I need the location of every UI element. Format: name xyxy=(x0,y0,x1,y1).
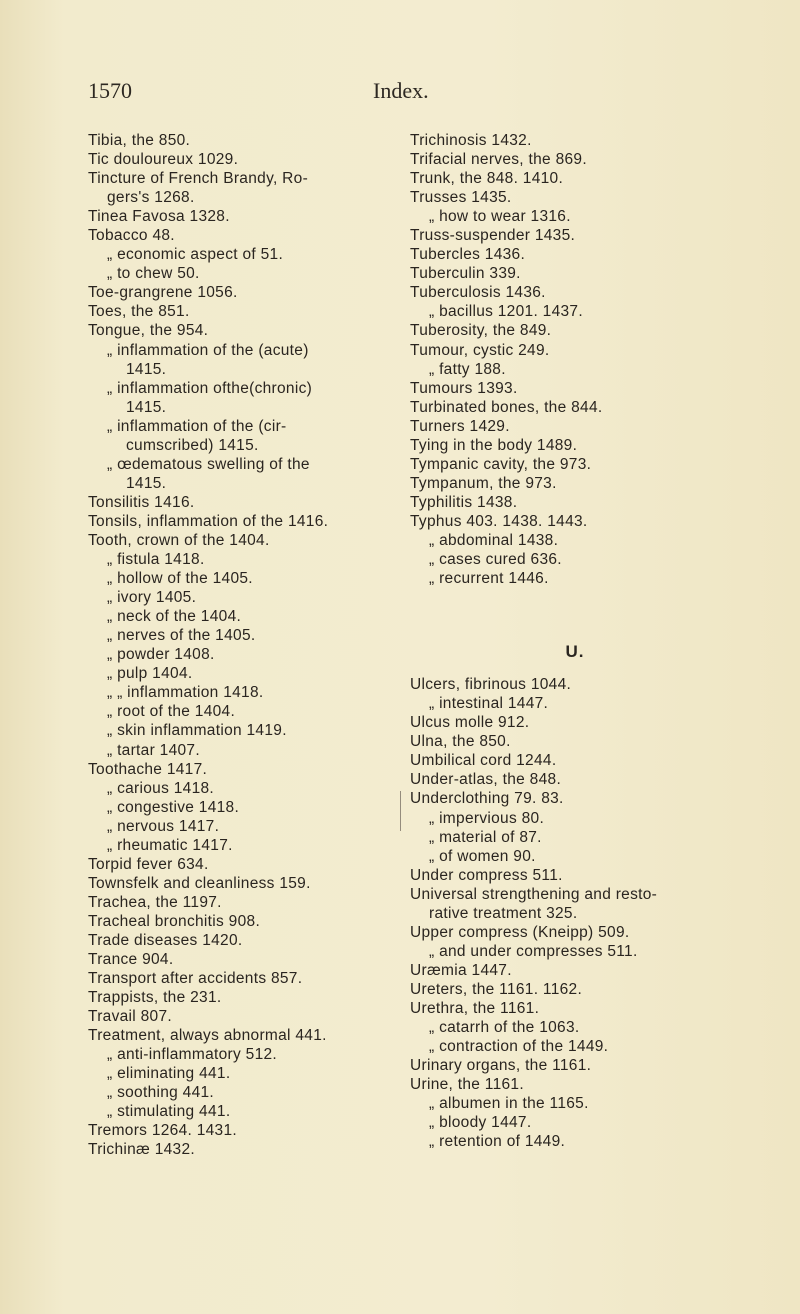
index-entry: Umbilical cord 1244. xyxy=(410,752,557,770)
index-entry: Under-atlas, the 848. xyxy=(410,771,562,789)
index-entry: Tumour, cystic 249. xyxy=(410,341,550,359)
index-subentry: „ to chew 50. xyxy=(107,265,200,283)
index-entry: Tuberculin 339. xyxy=(410,265,521,283)
index-subentry: „ tartar 1407. xyxy=(107,741,200,759)
index-entry: Truss-suspender 1435. xyxy=(410,227,576,245)
index-subentry: „ soothing 441. xyxy=(107,1084,215,1102)
index-entry-continuation: 1415. xyxy=(126,398,167,416)
index-entry: Ulcers, fibrinous 1044. xyxy=(410,676,572,694)
index-entry: Ureters, the 1161. 1162. xyxy=(410,980,583,998)
index-entry: Tic douloureux 1029. xyxy=(88,151,239,169)
index-entry: Tympanic cavity, the 973. xyxy=(410,455,592,473)
index-entry: Typhus 403. 1438. 1443. xyxy=(410,512,588,530)
index-subentry: „ root of the 1404. xyxy=(107,703,236,721)
index-entry: Trachea, the 1197. xyxy=(88,893,222,911)
page-header xyxy=(88,78,700,110)
index-entry: Trade diseases 1420. xyxy=(88,931,243,949)
index-subentry: „ bacillus 1201. 1437. xyxy=(429,303,583,321)
index-entry: Turbinated bones, the 844. xyxy=(410,398,603,416)
index-subentry: „ powder 1408. xyxy=(107,646,215,664)
index-subentry: „ catarrh of the 1063. xyxy=(429,1019,580,1037)
index-entry: Urinary organs, the 1161. xyxy=(410,1057,592,1075)
index-entry: Tongue, the 954. xyxy=(88,322,209,340)
index-entry: Treatment, always abnormal 441. xyxy=(88,1027,327,1045)
index-subentry: „ skin inflammation 1419. xyxy=(107,722,287,740)
index-column-right xyxy=(410,131,740,1151)
index-entry: Trusses 1435. xyxy=(410,189,512,207)
index-entry: Tooth, crown of the 1404. xyxy=(88,531,270,549)
index-entry: Tuberculosis 1436. xyxy=(410,284,546,302)
index-entry: Trifacial nerves, the 869. xyxy=(410,151,587,169)
index-entry: Tympanum, the 973. xyxy=(410,474,557,492)
index-subentry: „ albumen in the 1165. xyxy=(429,1095,589,1113)
index-subentry: „ economic aspect of 51. xyxy=(107,246,284,264)
index-entry: Urine, the 1161. xyxy=(410,1076,524,1094)
index-subentry: „ of women 90. xyxy=(429,847,536,865)
index-entry: Trappists, the 231. xyxy=(88,989,222,1007)
index-subentry: „ pulp 1404. xyxy=(107,665,193,683)
index-subentry: „ nervous 1417. xyxy=(107,817,220,835)
index-entry: Transport after accidents 857. xyxy=(88,970,303,988)
index-entry-continuation: 1415. xyxy=(126,474,167,492)
index-subentry: „ abdominal 1438. xyxy=(429,531,559,549)
index-entry: Uræmia 1447. xyxy=(410,961,512,979)
index-subentry: „ recurrent 1446. xyxy=(429,570,549,588)
index-subentry: „ how to wear 1316. xyxy=(429,208,571,226)
section-letter-heading: U. xyxy=(565,642,585,662)
index-entry: Universal strengthening and resto- xyxy=(410,885,658,903)
index-subentry: „ and under compresses 511. xyxy=(429,942,638,960)
index-subentry: „ „ inflammation 1418. xyxy=(107,684,264,702)
index-subentry: „ anti-inflammatory 512. xyxy=(107,1046,278,1064)
index-subentry: „ neck of the 1404. xyxy=(107,608,242,626)
index-entry: Trance 904. xyxy=(88,951,174,969)
index-entry: Tincture of French Brandy, Ro- xyxy=(88,170,309,188)
index-entry: Typhilitis 1438. xyxy=(410,493,518,511)
index-entry: Torpid fever 634. xyxy=(88,855,209,873)
index-subentry: „ fatty 188. xyxy=(429,360,506,378)
index-entry-continuation: cumscribed) 1415. xyxy=(126,436,259,454)
index-subentry: „ nerves of the 1405. xyxy=(107,627,256,645)
index-entry: Tying in the body 1489. xyxy=(410,436,578,454)
index-entry: Trunk, the 848. 1410. xyxy=(410,170,564,188)
index-subentry: „ rheumatic 1417. xyxy=(107,836,233,854)
index-entry: Upper compress (Kneipp) 509. xyxy=(410,923,630,941)
index-subentry: „ cases cured 636. xyxy=(429,551,562,569)
index-subentry: „ eliminating 441. xyxy=(107,1065,231,1083)
index-subentry: „ œdematous swelling of the xyxy=(107,455,310,473)
index-subentry: „ retention of 1449. xyxy=(429,1133,566,1151)
index-subentry: „ stimulating 441. xyxy=(107,1103,231,1121)
index-subentry: „ inflammation of the (acute) xyxy=(107,341,309,359)
index-subentry: „ contraction of the 1449. xyxy=(429,1038,609,1056)
index-subentry: „ inflammation of the (cir- xyxy=(107,417,287,435)
index-entry: Tibia, the 850. xyxy=(88,132,191,149)
index-entry: Toothache 1417. xyxy=(88,760,208,778)
index-entry-continuation: rative treatment 325. xyxy=(429,904,578,922)
index-entry: Tumours 1393. xyxy=(410,379,518,397)
index-subentry: „ congestive 1418. xyxy=(107,798,240,816)
index-subentry: „ impervious 80. xyxy=(429,809,545,827)
index-entry: Underclothing 79. 83. xyxy=(410,790,564,808)
index-column-left xyxy=(88,131,406,1160)
index-subentry: „ ivory 1405. xyxy=(107,589,197,607)
index-entry: Travail 807. xyxy=(88,1008,173,1026)
index-entry: Tubercles 1436. xyxy=(410,246,526,264)
index-entry: Tuberosity, the 849. xyxy=(410,322,552,340)
index-subentry: „ hollow of the 1405. xyxy=(107,570,253,588)
index-entry: Trichinosis 1432. xyxy=(410,132,532,149)
page-number: 1570 xyxy=(88,78,132,103)
index-subentry: „ fistula 1418. xyxy=(107,551,205,569)
index-entry: Tinea Favosa 1328. xyxy=(88,208,230,226)
index-entry: Under compress 511. xyxy=(410,866,563,884)
index-entry: Turners 1429. xyxy=(410,417,510,435)
index-entry: Townsfelk and cleanliness 159. xyxy=(88,874,311,892)
index-section-u xyxy=(410,675,740,1151)
index-subentry: „ intestinal 1447. xyxy=(429,695,549,713)
index-entry: Ulcus molle 912. xyxy=(410,714,530,732)
index-subentry: „ carious 1418. xyxy=(107,779,215,797)
index-subentry: „ bloody 1447. xyxy=(429,1114,532,1132)
index-entry: Toes, the 851. xyxy=(88,303,190,321)
column-divider xyxy=(400,791,401,831)
index-section-t-continued xyxy=(410,131,740,588)
index-entry: Tonsilitis 1416. xyxy=(88,493,195,511)
index-entry: Ulna, the 850. xyxy=(410,733,511,751)
index-entry-continuation: gers's 1268. xyxy=(107,189,195,207)
index-entry: Tobacco 48. xyxy=(88,227,175,245)
index-entry: Trichinæ 1432. xyxy=(88,1141,196,1159)
index-subentry: „ inflammation ofthe(chronic) xyxy=(107,379,313,397)
index-entry: Urethra, the 1161. xyxy=(410,999,540,1017)
index-subentry: „ material of 87. xyxy=(429,828,542,846)
page-title: Index. xyxy=(373,78,429,103)
index-entry: Toe-grangrene 1056. xyxy=(88,284,238,302)
index-entry: Tremors 1264. 1431. xyxy=(88,1122,238,1140)
index-entry: Tracheal bronchitis 908. xyxy=(88,912,261,930)
index-entry: Tonsils, inflammation of the 1416. xyxy=(88,512,329,530)
index-entry-continuation: 1415. xyxy=(126,360,167,378)
